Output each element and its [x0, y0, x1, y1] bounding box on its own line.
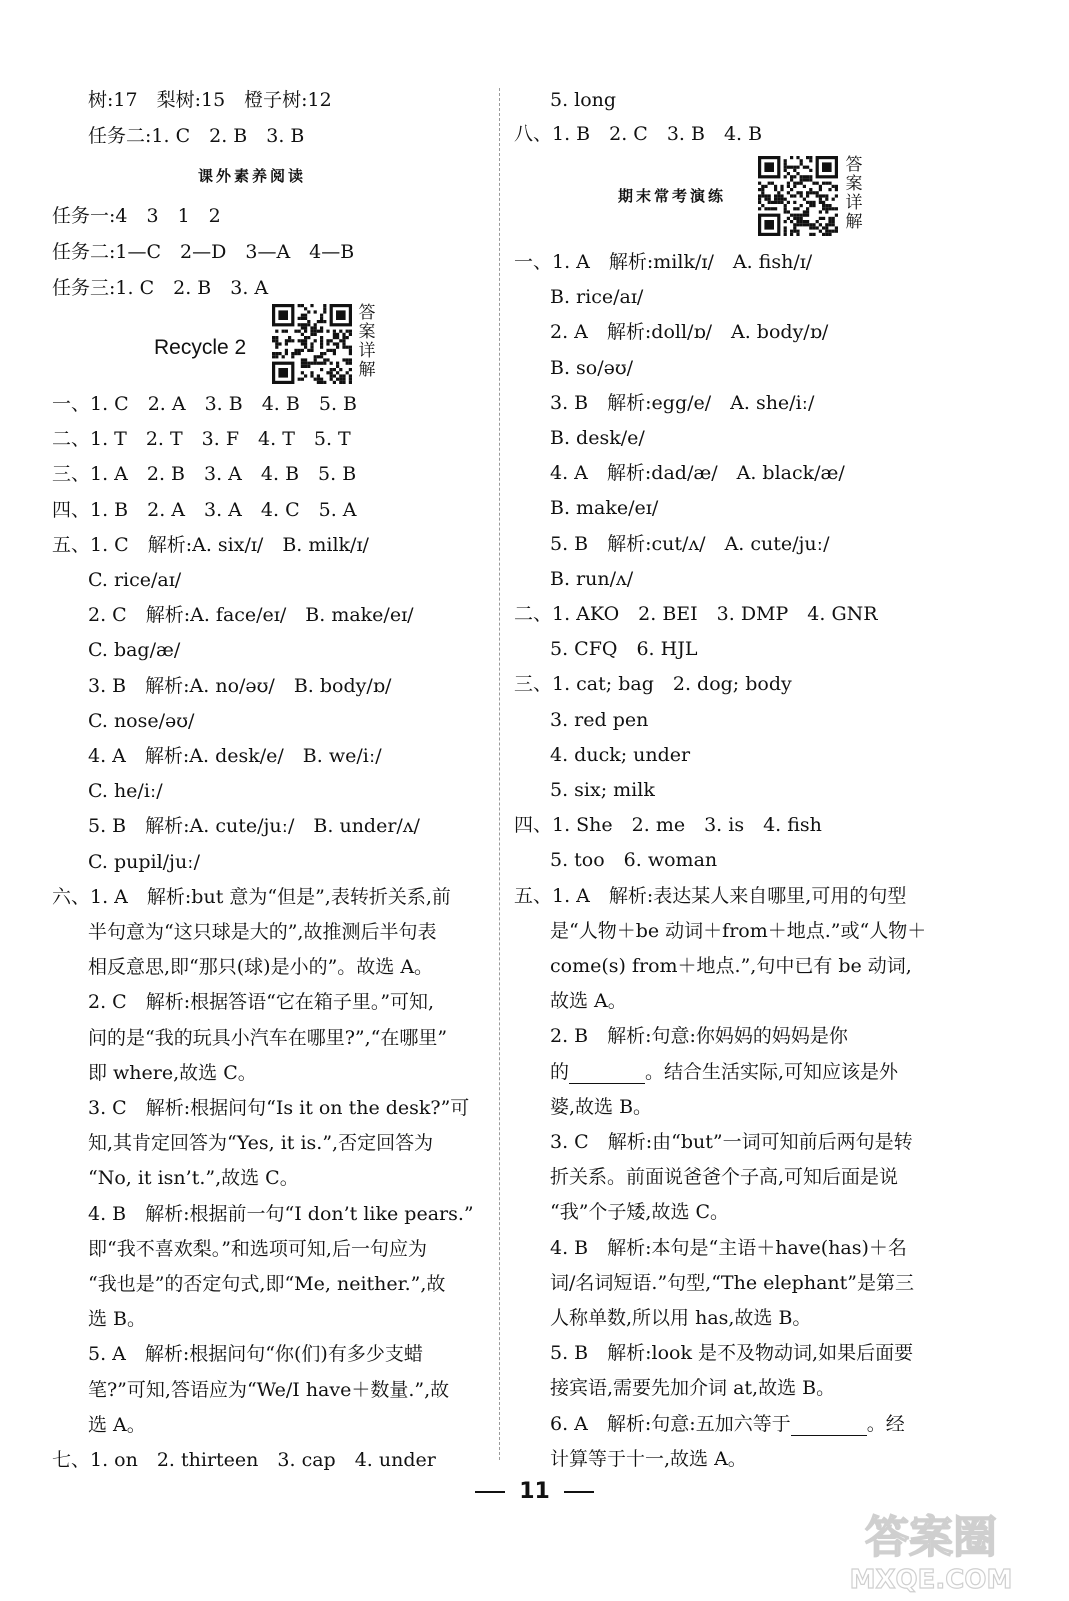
answer-line: 知,其肯定回答为“Yes, it is.”,否定回答为 [88, 1132, 434, 1155]
answer-line: “我也是”的否定句式,即“Me, neither.”,故 [88, 1273, 446, 1295]
answer-line: 5. A 解析:根据问句“你(们)有多少支蜡 [88, 1343, 423, 1366]
answer-line: 问的是“我的玩具小汽车在哪里?”,“在哪里” [88, 1026, 448, 1049]
answer-line: 接宾语,需要先加介词 at,故选 B。 [550, 1377, 836, 1400]
answer-line: 2. C 解析:根据答语“它在箱子里。”可知, [88, 991, 435, 1014]
section-answer-line: 二、1. AKO 2. BEI 3. DMP 4. GNR [514, 603, 878, 625]
answer-line: 任务三:1. C 2. B 3. A [52, 277, 269, 299]
answer-line: 任务一:4 3 1 2 [52, 205, 221, 227]
section-answer-line: 五、1. A 解析:表达某人来自哪里,可用的句型 [514, 884, 907, 907]
answer-line: 八、1. B 2. C 3. B 4. B [514, 123, 763, 145]
answer-line: 4. B 解析:本句是“主语＋have(has)＋名 [550, 1236, 907, 1259]
section-answer-line: 四、1. She 2. me 3. is 4. fish [514, 814, 822, 837]
svg-text:MXQE.COM: MXQE.COM [849, 1565, 1013, 1595]
answer-line: 5. too 6. woman [550, 849, 718, 872]
answer-line: 3. C 解析:由“but”一词可知前后两句是转 [550, 1131, 913, 1153]
svg-text:答案圈: 答案圈 [865, 1512, 997, 1563]
answer-line: 相反意思,即“那只(球)是小的”。故选 A。 [88, 956, 434, 979]
answer-line: 选 B。 [88, 1308, 147, 1331]
qr-code-icon[interactable] [272, 304, 352, 384]
section-answer-line: 七、1. on 2. thirteen 3. cap 4. under [52, 1449, 436, 1471]
page-number: 11 [0, 1479, 1069, 1504]
section-heading-final-practice: 期末常考演练 [618, 187, 727, 205]
answer-line: B. run/ʌ/ [550, 567, 634, 590]
answer-line: “我”个子矮,故选 C。 [550, 1201, 730, 1224]
section-answer-line: 三、1. A 2. B 3. A 4. B 5. B [52, 463, 357, 486]
section-answer-line: 三、1. cat; bag 2. dog; body [514, 673, 792, 696]
answer-line: 任务二:1. C 2. B 3. B [88, 125, 305, 147]
section-answer-line: 一、1. C 2. A 3. B 4. B 5. B [52, 393, 357, 415]
answer-line: 即 where,故选 C。 [88, 1061, 257, 1084]
section-answer-line: 五、1. C 解析:A. six/ɪ/ B. milk/ɪ/ [52, 533, 369, 556]
answer-line: 计算等于十一,故选 A。 [550, 1447, 747, 1470]
answer-line: 选 A。 [88, 1413, 146, 1436]
answer-line: 2. A 解析:doll/ɒ/ A. body/ɒ/ [550, 321, 829, 344]
answer-line: C. bag/æ/ [88, 639, 181, 662]
answer-line: C. nose/əʊ/ [88, 709, 195, 732]
answer-line: 词/名词短语.”句型,“The elephant”是第三 [550, 1271, 914, 1294]
section-answer-line: 一、1. A 解析:milk/ɪ/ A. fish/ɪ/ [514, 251, 813, 273]
qr-caption: 答 案 详 解 [358, 303, 376, 380]
answer-line: 5. B 解析:look 是不及物动词,如果后面要 [550, 1342, 914, 1365]
answer-line: 5. B 解析:A. cute/juː/ B. under/ʌ/ [88, 815, 420, 838]
answer-blank [791, 1417, 867, 1436]
section-answer-line: 六、1. A 解析:but 意为“但是”,表转折关系,前 [52, 885, 451, 908]
answer-line: B. make/eɪ/ [550, 497, 659, 520]
qr-caption: 答 案 详 解 [845, 155, 863, 232]
answer-line: 人称单数,所以用 has,故选 B。 [550, 1307, 812, 1329]
qr-code-icon[interactable] [758, 156, 838, 236]
answer-line: 6. A 解析:句意:五加六等于 。经 [550, 1412, 905, 1435]
watermark-logo [811, 1500, 1051, 1596]
answer-line: 树:17 梨树:15 橙子树:12 [88, 89, 332, 111]
answer-line: 5. long [550, 89, 617, 111]
answer-line: 故选 A。 [550, 990, 627, 1013]
answer-line: 2. C 解析:A. face/eɪ/ B. make/eɪ/ [88, 604, 414, 627]
answer-line: 折关系。前面说爸爸个子高,可知后面是说 [550, 1166, 899, 1189]
section-answer-line: 四、1. B 2. A 3. A 4. C 5. A [52, 498, 357, 521]
answer-line: 的 。结合生活实际,可知应该是外 [550, 1060, 899, 1083]
answer-line: 3. B 解析:A. no/əʊ/ B. body/ɒ/ [88, 674, 392, 697]
answer-line: 半句意为“这只球是大的”,故推测后半句表 [88, 921, 437, 943]
answer-line: 4. duck; under [550, 743, 691, 766]
section-heading-reading: 课外素养阅读 [198, 167, 307, 185]
answer-line: 笔?”可知,答语应为“We/I have＋数量.”,故 [88, 1378, 450, 1401]
column-divider [499, 88, 500, 1460]
answer-line: C. pupil/juː/ [88, 850, 200, 873]
answer-line: 即“我不喜欢梨。”和选项可知,后一句应为 [88, 1237, 427, 1260]
answer-line: C. rice/aɪ/ [88, 569, 182, 591]
answer-line: “No, it isn’t.”,故选 C。 [88, 1167, 299, 1190]
answer-line: 4. A 解析:dad/æ/ A. black/æ/ [550, 462, 845, 485]
answer-line: 是“人物＋be 动词＋from＋地点.”或“人物＋ [550, 919, 927, 942]
answer-line: 4. B 解析:根据前一句“I don’t like pears.” [88, 1202, 474, 1225]
answer-line: 2. B 解析:句意:你妈妈的妈妈是你 [550, 1025, 848, 1048]
answer-line: 任务二:1—C 2—D 3—A 4—B [52, 241, 355, 263]
section-heading-recycle: Recycle 2 [154, 336, 247, 359]
answer-line: 5. six; milk [550, 779, 655, 801]
answer-line: 婆,故选 B。 [550, 1095, 653, 1118]
answer-line: 3. red pen [550, 708, 649, 731]
section-answer-line: 二、1. T 2. T 3. F 4. T 5. T [52, 428, 351, 451]
answer-blank [569, 1065, 645, 1084]
answer-line: B. rice/aɪ/ [550, 286, 644, 309]
answer-line: 5. CFQ 6. HJL [550, 638, 698, 661]
answer-line: 3. B 解析:egg/e/ A. she/iː/ [550, 391, 815, 414]
answer-line: B. so/əʊ/ [550, 356, 634, 379]
answer-line: B. desk/e/ [550, 427, 645, 449]
answer-line: C. he/iː/ [88, 780, 163, 803]
answer-line: 5. B 解析:cut/ʌ/ A. cute/juː/ [550, 532, 830, 555]
answer-line: 4. A 解析:A. desk/e/ B. we/iː/ [88, 745, 382, 767]
answer-line: come(s) from＋地点.”,句中已有 be 动词, [550, 955, 912, 977]
answer-line: 3. C 解析:根据问句“Is it on the desk?”可 [88, 1097, 470, 1119]
